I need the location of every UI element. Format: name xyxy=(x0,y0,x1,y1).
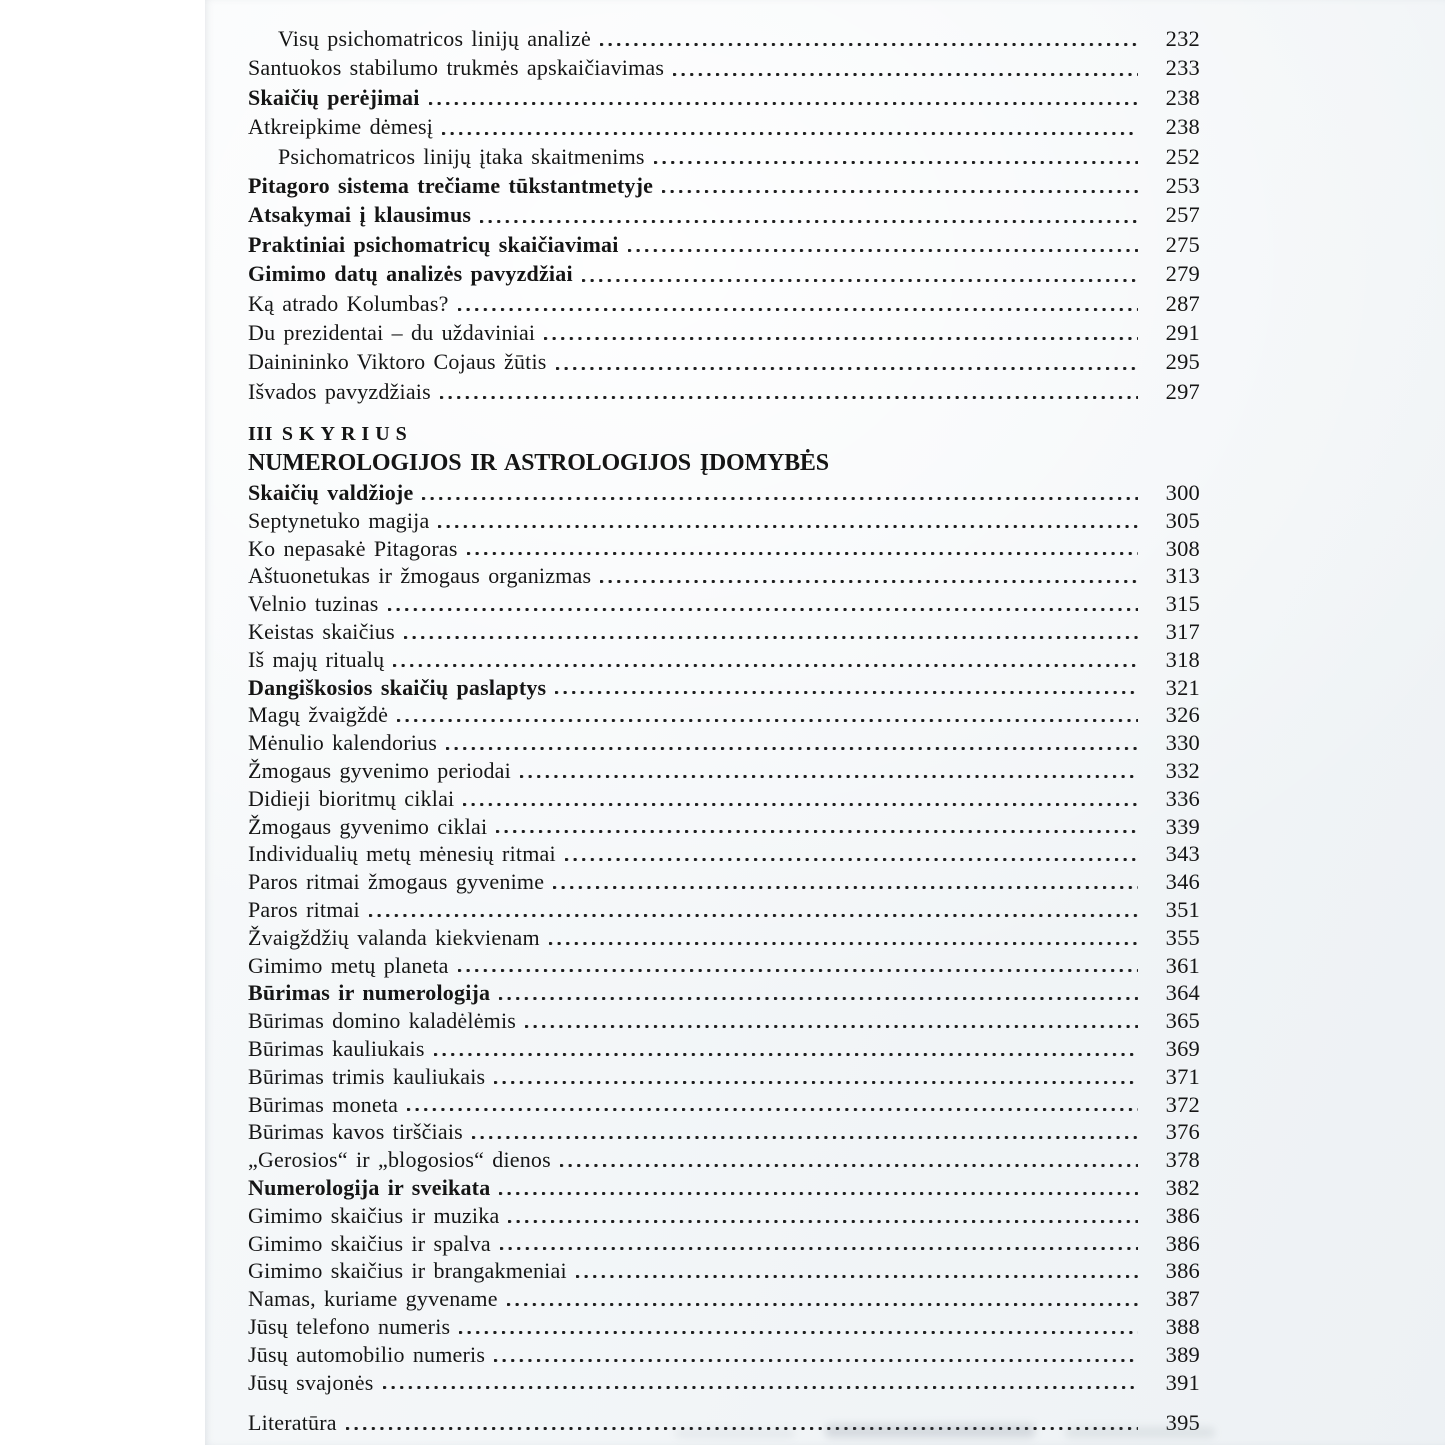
toc-entry-page: 361 xyxy=(1165,952,1200,978)
dot-leader xyxy=(422,479,1138,507)
dot-leader xyxy=(654,142,1138,171)
toc-entry-title: Atkreipkime dėmesį xyxy=(248,114,434,140)
toc-entry-title: Jūsų svajonės xyxy=(248,1369,374,1395)
toc-entry-page: 238 xyxy=(1165,84,1200,110)
toc-entry xyxy=(248,840,1200,868)
dot-leader xyxy=(499,979,1138,1007)
toc-entry xyxy=(248,1091,1200,1119)
toc-entry-title: Santuokos stabilumo trukmės apskaičiavimas xyxy=(248,55,665,81)
dot-leader xyxy=(556,347,1138,376)
dot-leader xyxy=(494,1341,1138,1369)
toc-entry-title: Numerologija ir sveikata xyxy=(248,1175,491,1200)
dot-leader xyxy=(467,535,1138,563)
toc-entry xyxy=(248,259,1200,288)
toc-entry-title: Ko nepasakė Pitagoras xyxy=(248,535,458,561)
toc-entry xyxy=(248,535,1200,563)
toc-entry-page: 386 xyxy=(1165,1230,1200,1256)
toc-entry-page: 305 xyxy=(1165,507,1200,533)
toc-entry xyxy=(248,1146,1200,1174)
toc-entry-page: 369 xyxy=(1165,1036,1200,1062)
section-heading xyxy=(248,421,1200,479)
toc-entry-page: 365 xyxy=(1165,1008,1200,1034)
dot-leader xyxy=(393,646,1138,674)
toc-entry-page: 287 xyxy=(1165,290,1200,316)
toc-entry-title: Aštuonetukas ir žmogaus organizmas xyxy=(248,563,592,589)
toc-entry-title: Būrimas kauliukais xyxy=(248,1036,425,1062)
dot-leader xyxy=(429,83,1138,112)
toc-entry-page: 275 xyxy=(1165,231,1200,257)
dot-leader xyxy=(494,1063,1138,1091)
page-showthrough xyxy=(675,1429,795,1438)
toc-entry-page: 371 xyxy=(1165,1063,1200,1089)
dot-leader xyxy=(458,289,1138,318)
toc-entry-title: Būrimas trimis kauliukais xyxy=(248,1063,486,1089)
toc-entry-title: Skaičių valdžioje xyxy=(248,480,414,506)
toc-entry-title: Mėnulio kalendorius xyxy=(248,730,437,756)
toc-entry-page: 386 xyxy=(1165,1202,1200,1228)
dot-leader xyxy=(507,1285,1138,1313)
dot-leader xyxy=(369,896,1138,924)
dot-leader xyxy=(600,562,1138,590)
toc-entry-page: 388 xyxy=(1165,1313,1200,1339)
toc-entry xyxy=(248,1313,1200,1341)
toc-entry-page: 257 xyxy=(1165,202,1200,228)
toc-entry xyxy=(248,1369,1200,1397)
toc-entry-page: 372 xyxy=(1165,1091,1200,1117)
toc-entry xyxy=(248,112,1200,141)
toc-entry-title: Namas, kuriame gyvename xyxy=(248,1286,498,1312)
toc-entry xyxy=(248,757,1200,785)
dot-leader xyxy=(508,1202,1138,1230)
toc-entry-title: Literatūra xyxy=(248,1410,337,1436)
dot-leader xyxy=(628,230,1138,259)
toc-entry-page: 318 xyxy=(1165,646,1200,672)
toc-entry-page: 339 xyxy=(1165,813,1200,839)
section-roman-numeral: III xyxy=(248,423,273,446)
toc-entry-title: „Gerosios“ ir „blogosios“ dienos xyxy=(248,1147,551,1173)
toc-entry-page: 315 xyxy=(1165,591,1200,617)
section-word: SKYRIUS xyxy=(281,423,413,446)
toc-entry-title: Dainininko Viktoro Cojaus žūtis xyxy=(248,349,547,375)
toc-entry xyxy=(248,785,1200,813)
toc-entry-title: Jūsų automobilio numeris xyxy=(248,1341,486,1367)
toc-entry xyxy=(248,562,1200,590)
toc-entry xyxy=(248,1341,1200,1369)
toc-entry-title: Būrimas ir numerologija xyxy=(248,980,491,1006)
toc-entry-page: 308 xyxy=(1165,535,1200,561)
toc-entry-title: Atsakymai į klausimus xyxy=(248,202,472,228)
dot-leader xyxy=(397,701,1138,729)
toc-entry-title: Išvados pavyzdžiais xyxy=(248,378,431,404)
toc-entry-page: 313 xyxy=(1165,563,1200,589)
toc-entry xyxy=(248,701,1200,729)
toc-entry-page: 321 xyxy=(1165,674,1200,700)
toc-section-3-list xyxy=(248,479,1200,1396)
toc-entry-title: Pitagoro sistema trečiame tūkstantmetyje xyxy=(248,172,654,198)
toc-entry-page: 279 xyxy=(1165,261,1200,287)
toc-entry-title: Dangiškosios skaičių paslaptys xyxy=(248,674,547,700)
toc-entry xyxy=(248,1285,1200,1313)
toc-entry-title: Gimimo skaičius ir brangakmeniai xyxy=(248,1258,567,1284)
dot-leader xyxy=(446,729,1138,757)
toc-entry xyxy=(248,1257,1200,1285)
toc-entry-title: Ką atrado Kolumbas? xyxy=(248,290,449,316)
toc-entry-page: 253 xyxy=(1165,172,1200,198)
dot-leader xyxy=(520,757,1138,785)
dot-leader xyxy=(463,785,1138,813)
book-page xyxy=(205,0,1445,1445)
toc-entry-page: 232 xyxy=(1165,26,1200,51)
toc-entry-page: 351 xyxy=(1165,897,1200,923)
toc-entry-page: 332 xyxy=(1165,758,1200,784)
toc-entry-title: Velnio tuzinas xyxy=(248,591,379,617)
toc-section-2-list xyxy=(248,24,1200,406)
dot-leader xyxy=(576,1257,1138,1285)
toc-entry-title: Praktiniai psichomatricų skaičiavimai xyxy=(248,231,619,257)
toc-entry-title: Paros ritmai xyxy=(248,897,360,923)
dot-leader xyxy=(458,952,1138,980)
toc-entry-page: 378 xyxy=(1165,1147,1200,1173)
dot-leader xyxy=(442,112,1138,141)
dot-leader xyxy=(499,1174,1138,1202)
toc-entry-page: 343 xyxy=(1165,841,1200,867)
toc-entry xyxy=(248,289,1200,318)
toc-entry xyxy=(248,142,1200,171)
toc-entry xyxy=(248,868,1200,896)
toc-entry-page: 233 xyxy=(1165,55,1200,81)
toc-entry-title: Visų psichomatricos linijų analizė xyxy=(278,26,591,51)
toc-entry xyxy=(248,590,1200,618)
toc-entry-title: Būrimas moneta xyxy=(248,1091,399,1117)
dot-leader xyxy=(440,377,1138,406)
toc-entry-title: Žmogaus gyvenimo periodai xyxy=(248,758,511,784)
page-showthrough xyxy=(825,1424,1035,1438)
toc-entry-title: Didieji bioritmų ciklai xyxy=(248,785,455,811)
toc-entry-title: Žmogaus gyvenimo ciklai xyxy=(248,813,488,839)
toc-entry-page: 330 xyxy=(1165,730,1200,756)
toc-entry-title: Iš majų ritualų xyxy=(248,646,385,672)
toc-entry xyxy=(248,1035,1200,1063)
dot-leader xyxy=(553,868,1138,896)
toc-entry xyxy=(248,479,1200,507)
toc-entry-title: Gimimo skaičius ir muzika xyxy=(248,1202,500,1228)
toc-entry-page: 395 xyxy=(1165,1410,1200,1436)
toc-entry xyxy=(248,53,1200,82)
toc-entry xyxy=(248,896,1200,924)
toc-entry-title: Keistas skaičius xyxy=(248,619,395,645)
dot-leader xyxy=(662,171,1138,200)
dot-leader xyxy=(407,1091,1138,1119)
toc-entry xyxy=(248,1007,1200,1035)
table-of-contents xyxy=(248,24,1200,1437)
toc-entry xyxy=(248,1118,1200,1146)
dot-leader xyxy=(549,924,1138,952)
toc-entry-title: Būrimas domino kaladėlėmis xyxy=(248,1008,517,1034)
toc-entry-title: Žvaigždžių valanda kiekvienam xyxy=(248,924,540,950)
toc-entry xyxy=(248,377,1200,406)
toc-entry-page: 297 xyxy=(1165,378,1200,404)
dot-leader xyxy=(582,259,1138,288)
toc-entry xyxy=(248,230,1200,259)
toc-entry-page: 389 xyxy=(1165,1341,1200,1367)
toc-entry xyxy=(248,1174,1200,1202)
dot-leader xyxy=(438,507,1138,535)
toc-entry xyxy=(248,347,1200,376)
toc-entry-title: Gimimo datų analizės pavyzdžiai xyxy=(248,261,573,287)
dot-leader xyxy=(555,674,1138,702)
toc-entry-page: 317 xyxy=(1165,619,1200,645)
toc-entry xyxy=(248,813,1200,841)
toc-entry-title: Jūsų telefono numeris xyxy=(248,1313,451,1339)
toc-entry-title: Gimimo metų planeta xyxy=(248,952,449,978)
toc-entry-title: Paros ritmai žmogaus gyvenime xyxy=(248,869,545,895)
toc-entry xyxy=(248,1230,1200,1258)
dot-leader xyxy=(434,1035,1138,1063)
toc-entry-page: 295 xyxy=(1165,349,1200,375)
dot-leader xyxy=(480,200,1138,229)
toc-entry-page: 300 xyxy=(1165,480,1200,506)
toc-entry xyxy=(248,1063,1200,1091)
toc-entry-title: Septynetuko magija xyxy=(248,507,430,533)
toc-entry xyxy=(248,200,1200,229)
toc-entry-page: 387 xyxy=(1165,1286,1200,1312)
toc-entry xyxy=(248,674,1200,702)
dot-leader xyxy=(544,318,1138,347)
toc-entry-title: Būrimas kavos tirščiais xyxy=(248,1119,463,1145)
dot-leader xyxy=(459,1313,1138,1341)
dot-leader xyxy=(525,1007,1138,1035)
toc-entry xyxy=(248,507,1200,535)
dot-leader xyxy=(472,1118,1138,1146)
toc-entry-page: 382 xyxy=(1165,1175,1200,1200)
page-showthrough xyxy=(1065,1427,1215,1438)
dot-leader xyxy=(496,813,1138,841)
toc-entry-page: 386 xyxy=(1165,1258,1200,1284)
dot-leader xyxy=(673,53,1138,82)
toc-entry-page: 252 xyxy=(1165,143,1200,169)
toc-entry xyxy=(248,83,1200,112)
toc-entry xyxy=(248,24,1200,53)
toc-entry-title: Skaičių perėjimai xyxy=(248,84,420,110)
toc-entry xyxy=(248,646,1200,674)
toc-entry-page: 364 xyxy=(1165,980,1200,1006)
toc-entry-page: 391 xyxy=(1165,1369,1200,1395)
dot-leader xyxy=(388,590,1138,618)
toc-entry xyxy=(248,618,1200,646)
section-heading-title: NUMEROLOGIJOS IR ASTROLOGIJOS ĮDOMYBĖS xyxy=(248,450,829,477)
dot-leader xyxy=(383,1369,1139,1397)
toc-entry-page: 376 xyxy=(1165,1119,1200,1145)
toc-entry-page: 326 xyxy=(1165,702,1200,728)
toc-entry-page: 291 xyxy=(1165,319,1200,345)
toc-entry xyxy=(248,1202,1200,1230)
toc-entry-title: Magų žvaigždė xyxy=(248,702,389,728)
dot-leader xyxy=(600,24,1138,53)
toc-entry-page: 238 xyxy=(1165,114,1200,140)
section-heading-number xyxy=(248,421,1200,448)
toc-entry-title: Psichomatricos linijų įtaka skaitmenims xyxy=(278,143,645,169)
toc-entry-page: 355 xyxy=(1165,924,1200,950)
toc-entry xyxy=(248,924,1200,952)
dot-leader xyxy=(560,1146,1138,1174)
toc-entry xyxy=(248,952,1200,980)
dot-leader xyxy=(500,1230,1138,1258)
toc-entry-page: 346 xyxy=(1165,869,1200,895)
dot-leader xyxy=(565,840,1138,868)
toc-entry xyxy=(248,979,1200,1007)
toc-entry-title: Gimimo skaičius ir spalva xyxy=(248,1230,491,1256)
toc-entry xyxy=(248,318,1200,347)
toc-entry-title: Individualių metų mėnesių ritmai xyxy=(248,841,556,867)
dot-leader xyxy=(404,618,1138,646)
toc-entry xyxy=(248,171,1200,200)
toc-entry xyxy=(248,729,1200,757)
toc-entry-title: Du prezidentai – du uždaviniai xyxy=(248,319,536,345)
toc-entry-page: 336 xyxy=(1165,785,1200,811)
